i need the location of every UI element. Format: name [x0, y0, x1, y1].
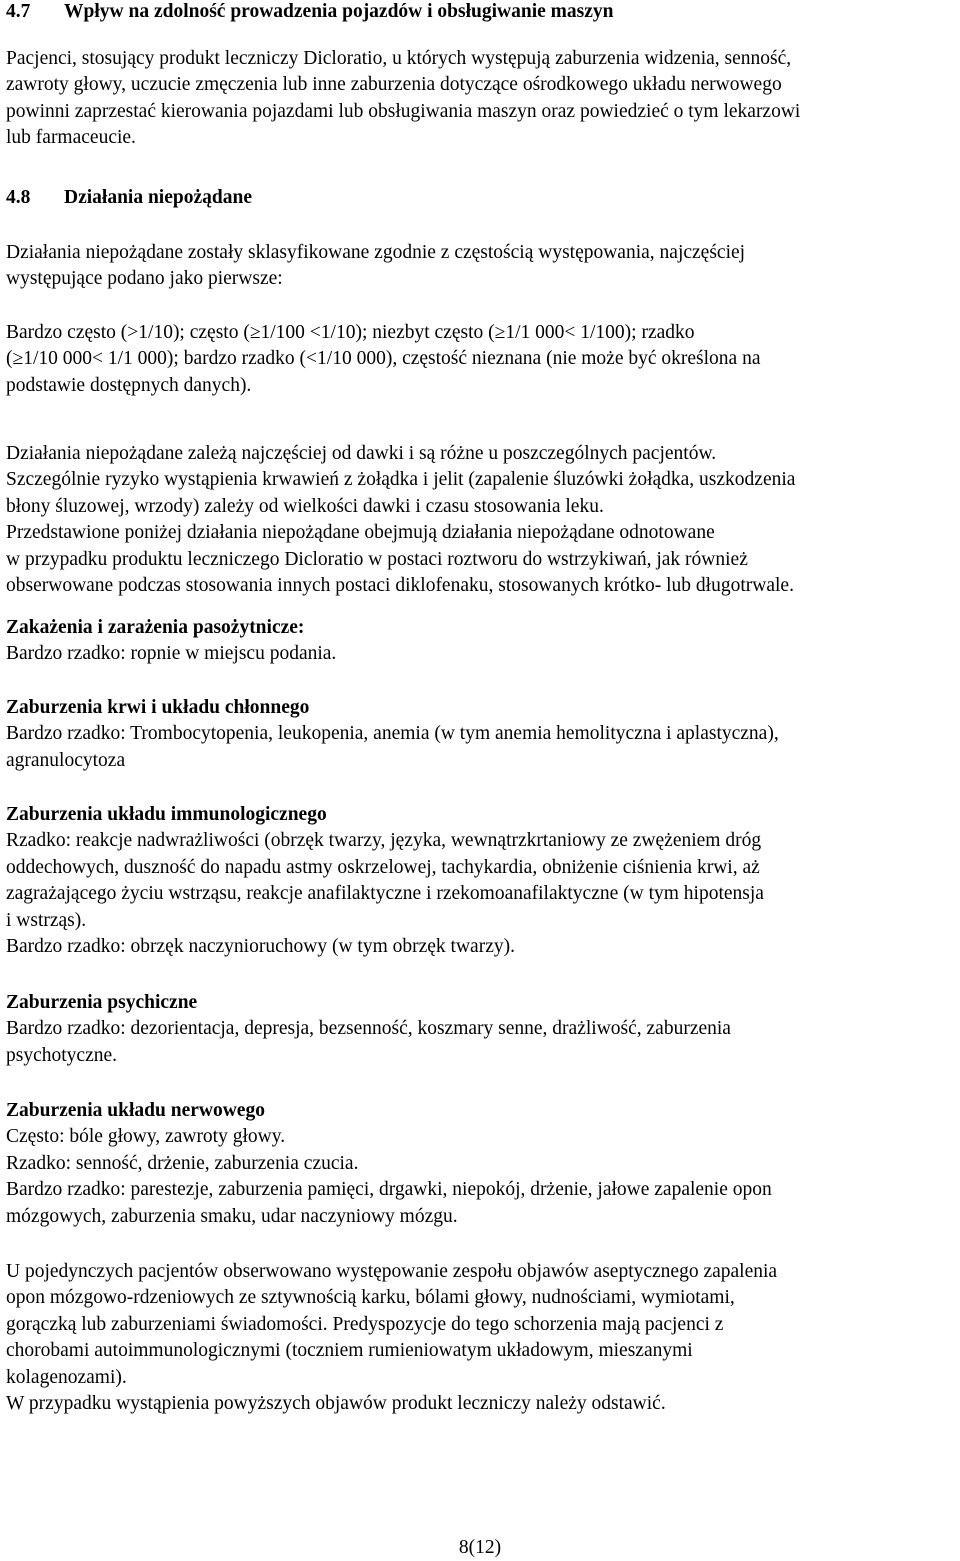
section-number: 4.8: [6, 187, 31, 208]
text-line: Pacjenci, stosujący produkt leczniczy Dicloratio, u których występują zaburzenia widzenia, senność,: [6, 48, 792, 69]
page-number: 8(12): [458, 1537, 502, 1558]
infections-heading: Zakażenia i zarażenia pasożytnicze:: [6, 617, 305, 638]
text-line: chorobami autoimmunologicznymi (toczniem rumieniowatym układowym, mieszanymi: [6, 1340, 693, 1362]
frequency-definitions: [6, 320, 950, 399]
text-line: Rzadko: reakcje nadwrażliwości (obrzęk twarzy, języka, wewnątrzkrtaniowy ze zwężeniem dróg: [6, 830, 762, 852]
text-line: Przedstawione poniżej działania niepożądane obejmują działania niepożądane odnotowane: [6, 522, 715, 544]
text-line: w przypadku produktu leczniczego Dicloratio w postaci roztworu do wstrzykiwań, jak również: [6, 548, 748, 570]
immune-disorders-heading: Zaburzenia układu immunologicznego: [6, 804, 327, 825]
text-line: Bardzo rzadko: parestezje, zaburzenia pamięci, drgawki, niepokój, drżenie, jałowe zapalenie opon: [6, 1179, 772, 1201]
text-line: Często: bóle głowy, zawroty głowy.: [6, 1126, 286, 1148]
text-line: Działania niepożądane zostały sklasyfikowane zgodnie z częstością występowania, najczęściej: [6, 242, 746, 263]
text-line: powinni zaprzestać kierowania pojazdami lub obsługiwania maszyn oraz powiedzieć o tym lekarzowi: [6, 100, 801, 122]
driving-paragraph: [6, 46, 950, 152]
text-line: Bardzo rzadko: dezorientacja, depresja, bezsenność, koszmary senne, drażliwość, zaburzenia: [6, 1018, 731, 1040]
text-line: kolagenozami).: [6, 1366, 127, 1388]
text-line: obserwowane podczas stosowania innych postaci diklofenaku, stosowanych krótko- lub długotrwale.: [6, 575, 794, 597]
nervous-disorders-heading: Zaburzenia układu nerwowego: [6, 1100, 265, 1121]
text-line: podstawie dostępnych danych).: [6, 374, 252, 396]
text-line: gorączką lub zaburzeniami świadomości. Predyspozycje do tego schorzenia mają pacjenci z: [6, 1313, 724, 1335]
psychiatric-disorders-block: [6, 990, 950, 1069]
text-line: zagrażającego życiu wstrząsu, reakcje anafilaktyczne i rzekomoanafilaktyczne (w tym hipotensja: [6, 883, 764, 905]
text-line: oddechowych, duszność do napadu astmy oskrzelowej, tachykardia, obniżenie ciśnienia krwi, aż: [6, 856, 760, 878]
nervous-disorders-block: [6, 1098, 950, 1230]
text-line: Bardzo rzadko: ropnie w miejscu podania.: [6, 643, 337, 665]
classification-intro: [6, 240, 950, 293]
text-line: W przypadku wystąpienia powyższych objawów produkt leczniczy należy odstawić.: [6, 1393, 666, 1415]
text-line: Bardzo często (>1/10); często (≥1/100 <1/10); niezbyt często (≥1/1 000< 1/100); rzadko: [6, 322, 695, 343]
text-line: Bardzo rzadko: obrzęk naczynioruchowy (w tym obrzęk twarzy).: [6, 936, 515, 958]
blood-disorders-block: [6, 695, 950, 774]
section-number: 4.7: [6, 1, 31, 22]
text-line: i wstrząs).: [6, 909, 87, 931]
psychiatric-disorders-heading: Zaburzenia psychiczne: [6, 992, 198, 1013]
text-line: U pojedynczych pacjentów obserwowano występowanie zespołu objawów aseptycznego zapalenia: [6, 1261, 778, 1282]
text-line: Rzadko: senność, drżenie, zaburzenia czucia.: [6, 1152, 359, 1174]
aseptic-meningitis-paragraph: [6, 1259, 950, 1417]
text-line: psychotyczne.: [6, 1044, 118, 1066]
section-title: Wpływ na zdolność prowadzenia pojazdów i obsługiwanie maszyn: [64, 1, 614, 22]
text-line: błony śluzowej, wrzody) zależy od wielkości dawki i czasu stosowania leku.: [6, 495, 604, 517]
text-line: zawroty głowy, uczucie zmęczenia lub inne zaburzenia dotyczące ośrodkowego układu nerwowego: [6, 74, 782, 96]
text-line: (≥1/10 000< 1/1 000); bardzo rzadko (<1/10 000), częstość nieznana (nie może być określona na: [6, 348, 761, 370]
text-line: opon mózgowo-rdzeniowych ze sztywnością karku, bólami głowy, nudnościami, wymiotami,: [6, 1287, 735, 1309]
infections-block: [6, 615, 950, 668]
text-line: agranulocytoza: [6, 749, 126, 771]
text-line: Działania niepożądane zależą najczęściej od dawki i są różne u poszczególnych pacjentów.: [6, 443, 717, 464]
text-line: występujące podano jako pierwsze:: [6, 268, 283, 290]
text-line: Szczególnie ryzyko wystąpienia krwawień z żołądka i jelit (zapalenie śluzówki żołądka, uszkodzenia: [6, 469, 796, 491]
immune-disorders-block: [6, 802, 950, 960]
section-heading-4-8: [6, 185, 954, 211]
blood-disorders-heading: Zaburzenia krwi i układu chłonnego: [6, 697, 310, 718]
dose-dependency-paragraph: [6, 441, 950, 599]
text-line: mózgowych, zaburzenia smaku, udar naczyniowy mózgu.: [6, 1205, 458, 1227]
section-heading-4-7: [6, 0, 954, 25]
text-line: Bardzo rzadko: Trombocytopenia, leukopenia, anemia (w tym anemia hemolityczna i aplastyczna),: [6, 723, 779, 745]
text-line: lub farmaceucie.: [6, 127, 136, 149]
section-title: Działania niepożądane: [64, 187, 252, 208]
